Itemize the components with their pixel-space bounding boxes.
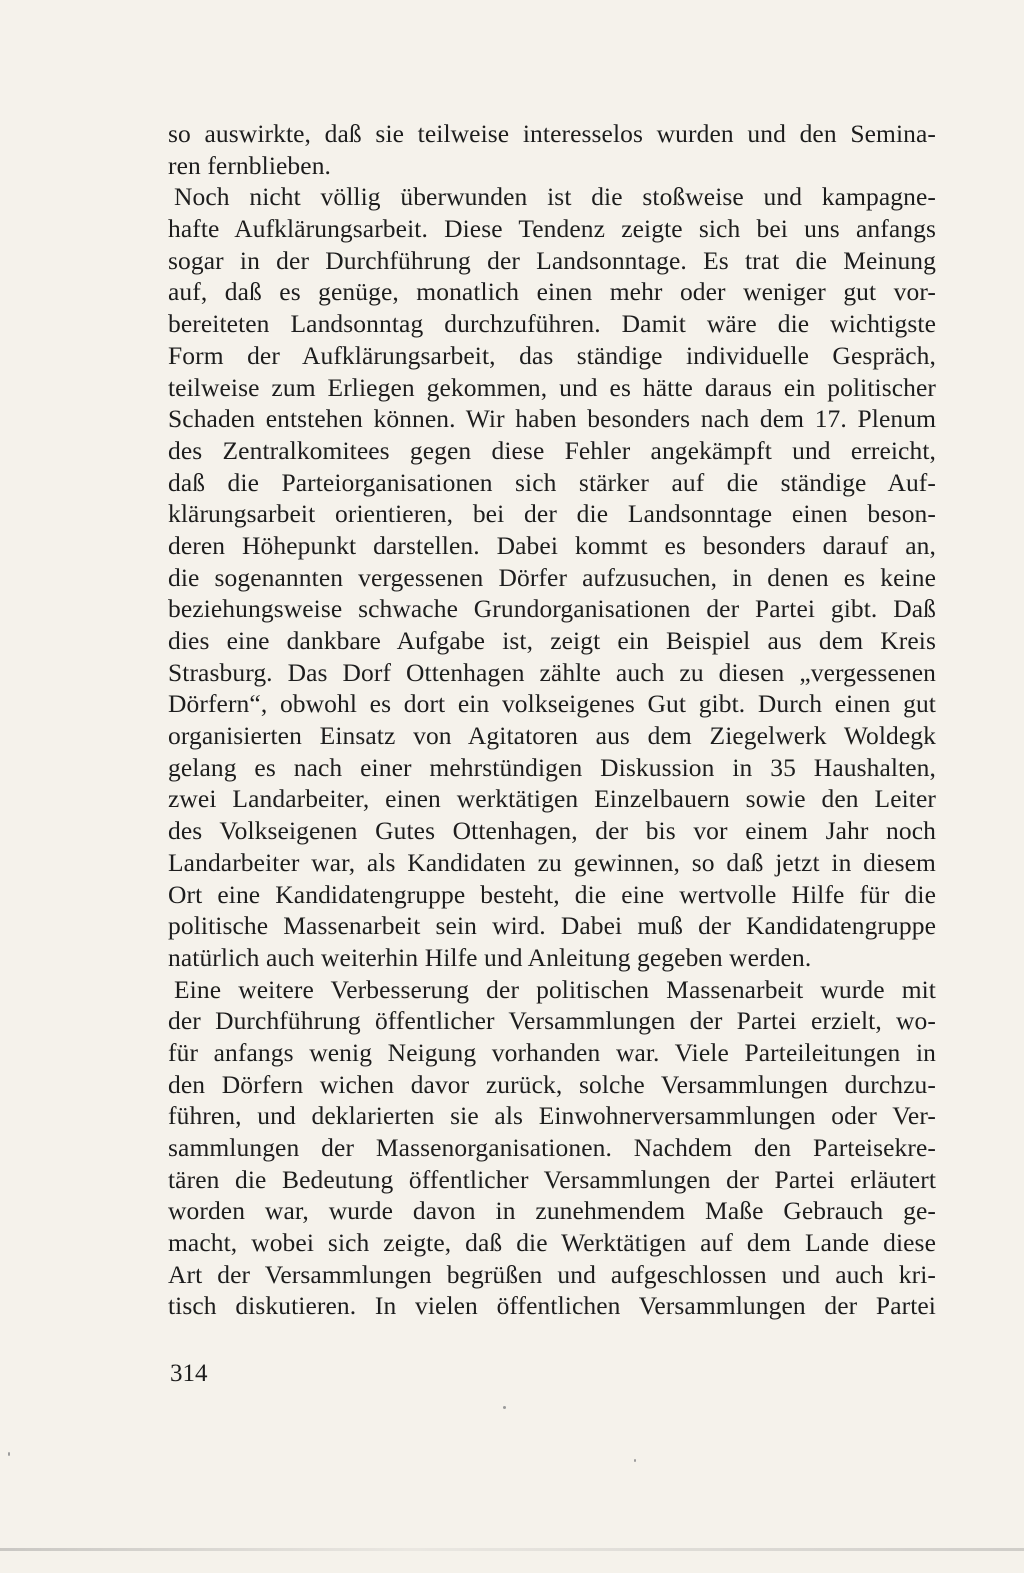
text-line: gelang es nach einer mehrstündigen Diskussion in 35 Haushalten, — [168, 752, 936, 782]
text-line: klärungsarbeit orientieren, bei der die Landsonntage einen beson- — [168, 499, 936, 529]
text-line: Strasburg. Das Dorf Ottenhagen zählte auch zu diesen „vergessenen — [168, 657, 936, 687]
scan-edge — [0, 1548, 1024, 1551]
text-line: deren Höhepunkt darstellen. Dabei kommt es besonders darauf an, — [168, 530, 936, 560]
text-line: worden war, wurde davon in zunehmendem Maße Gebrauch ge- — [168, 1196, 936, 1226]
text-line: sammlungen der Massenorganisationen. Nachdem den Parteisekre- — [168, 1133, 936, 1162]
text-line: Schaden entstehen können. Wir haben besonders nach dem 17. Plenum — [168, 404, 936, 434]
text-line: der Durchführung öffentlicher Versammlungen der Partei erzielt, wo- — [168, 1006, 936, 1036]
text-line: Noch nicht völlig überwunden ist die stoßweise und kampagne- — [174, 182, 936, 212]
text-line: dies eine dankbare Aufgabe ist, zeigt ein Beispiel aus dem Kreis — [168, 626, 936, 655]
scan-speck — [503, 1406, 506, 1409]
text-line: bereiteten Landsonntag durchzuführen. Damit wäre die wichtigste — [168, 309, 936, 339]
text-line: des Zentralkomitees gegen diese Fehler angekämpft und erreicht, — [168, 435, 936, 465]
text-line: beziehungsweise schwache Grundorganisationen der Partei gibt. Daß — [168, 594, 936, 624]
text-line: Eine weitere Verbesserung der politischen Massenarbeit wurde mit — [174, 974, 936, 1004]
text-line: zwei Landarbeiter, einen werktätigen Einzelbauern sowie den Leiter — [168, 784, 936, 814]
text-line: führen, und deklarierten sie als Einwohnerversammlungen oder Ver- — [168, 1101, 936, 1131]
text-line: tären die Bedeutung öffentlicher Versammlungen der Partei erläutert — [168, 1164, 936, 1194]
page-number: 314 — [170, 1360, 208, 1387]
text-line: Form der Aufklärungsarbeit, das ständige individuelle Gespräch, — [168, 340, 936, 370]
text-line: sogar in der Durchführung der Landsonntage. Es trat die Meinung — [168, 245, 936, 275]
scan-speck — [8, 1452, 10, 1456]
text-line: des Volkseigenen Gutes Ottenhagen, der bis vor einem Jahr noch — [168, 816, 936, 846]
text-line: die sogenannten vergessenen Dörfer aufzusuchen, in denen es keine — [168, 562, 936, 592]
text-line: auf, daß es genüge, monatlich einen mehr oder weniger gut vor- — [168, 277, 936, 307]
text-line: Art der Versammlungen begrüßen und aufgeschlossen und auch kri- — [168, 1259, 936, 1289]
text-line: Dörfern“, obwohl es dort ein volkseigenes Gut gibt. Durch einen gut — [168, 689, 936, 719]
text-line: für anfangs wenig Neigung vorhanden war. Viele Parteileitungen in — [168, 1037, 936, 1067]
text-line: daß die Parteiorganisationen sich stärker auf die ständige Auf- — [168, 467, 936, 497]
text-line: macht, wobei sich zeigte, daß die Werktätigen auf dem Lande diese — [168, 1228, 936, 1258]
body-text — [168, 118, 936, 1322]
text-line: tisch diskutieren. In vielen öffentlichen Versammlungen der Partei — [168, 1291, 936, 1321]
text-line: den Dörfern wichen davor zurück, solche Versammlungen durchzu- — [168, 1069, 936, 1099]
text-line: organisierten Einsatz von Agitatoren aus dem Ziegelwerk Woldegk — [168, 721, 936, 751]
text-line: so auswirkte, daß sie teilweise interesselos wurden und den Semina- — [168, 119, 936, 148]
text-line: hafte Aufklärungsarbeit. Diese Tendenz zeigte sich bei uns anfangs — [168, 214, 936, 244]
text-line: natürlich auch weiterhin Hilfe und Anleitung gegeben werden. — [168, 942, 812, 972]
text-line: ren fernblieben. — [168, 150, 332, 180]
scan-speck — [634, 1459, 636, 1462]
text-line: teilweise zum Erliegen gekommen, und es hätte daraus ein politischer — [168, 372, 936, 402]
text-line: Ort eine Kandidatengruppe besteht, die eine wertvolle Hilfe für die — [168, 879, 936, 909]
text-line: Landarbeiter war, als Kandidaten zu gewinnen, so daß jetzt in diesem — [168, 847, 936, 877]
text-line: politische Massenarbeit sein wird. Dabei muß der Kandidatengruppe — [168, 911, 936, 941]
